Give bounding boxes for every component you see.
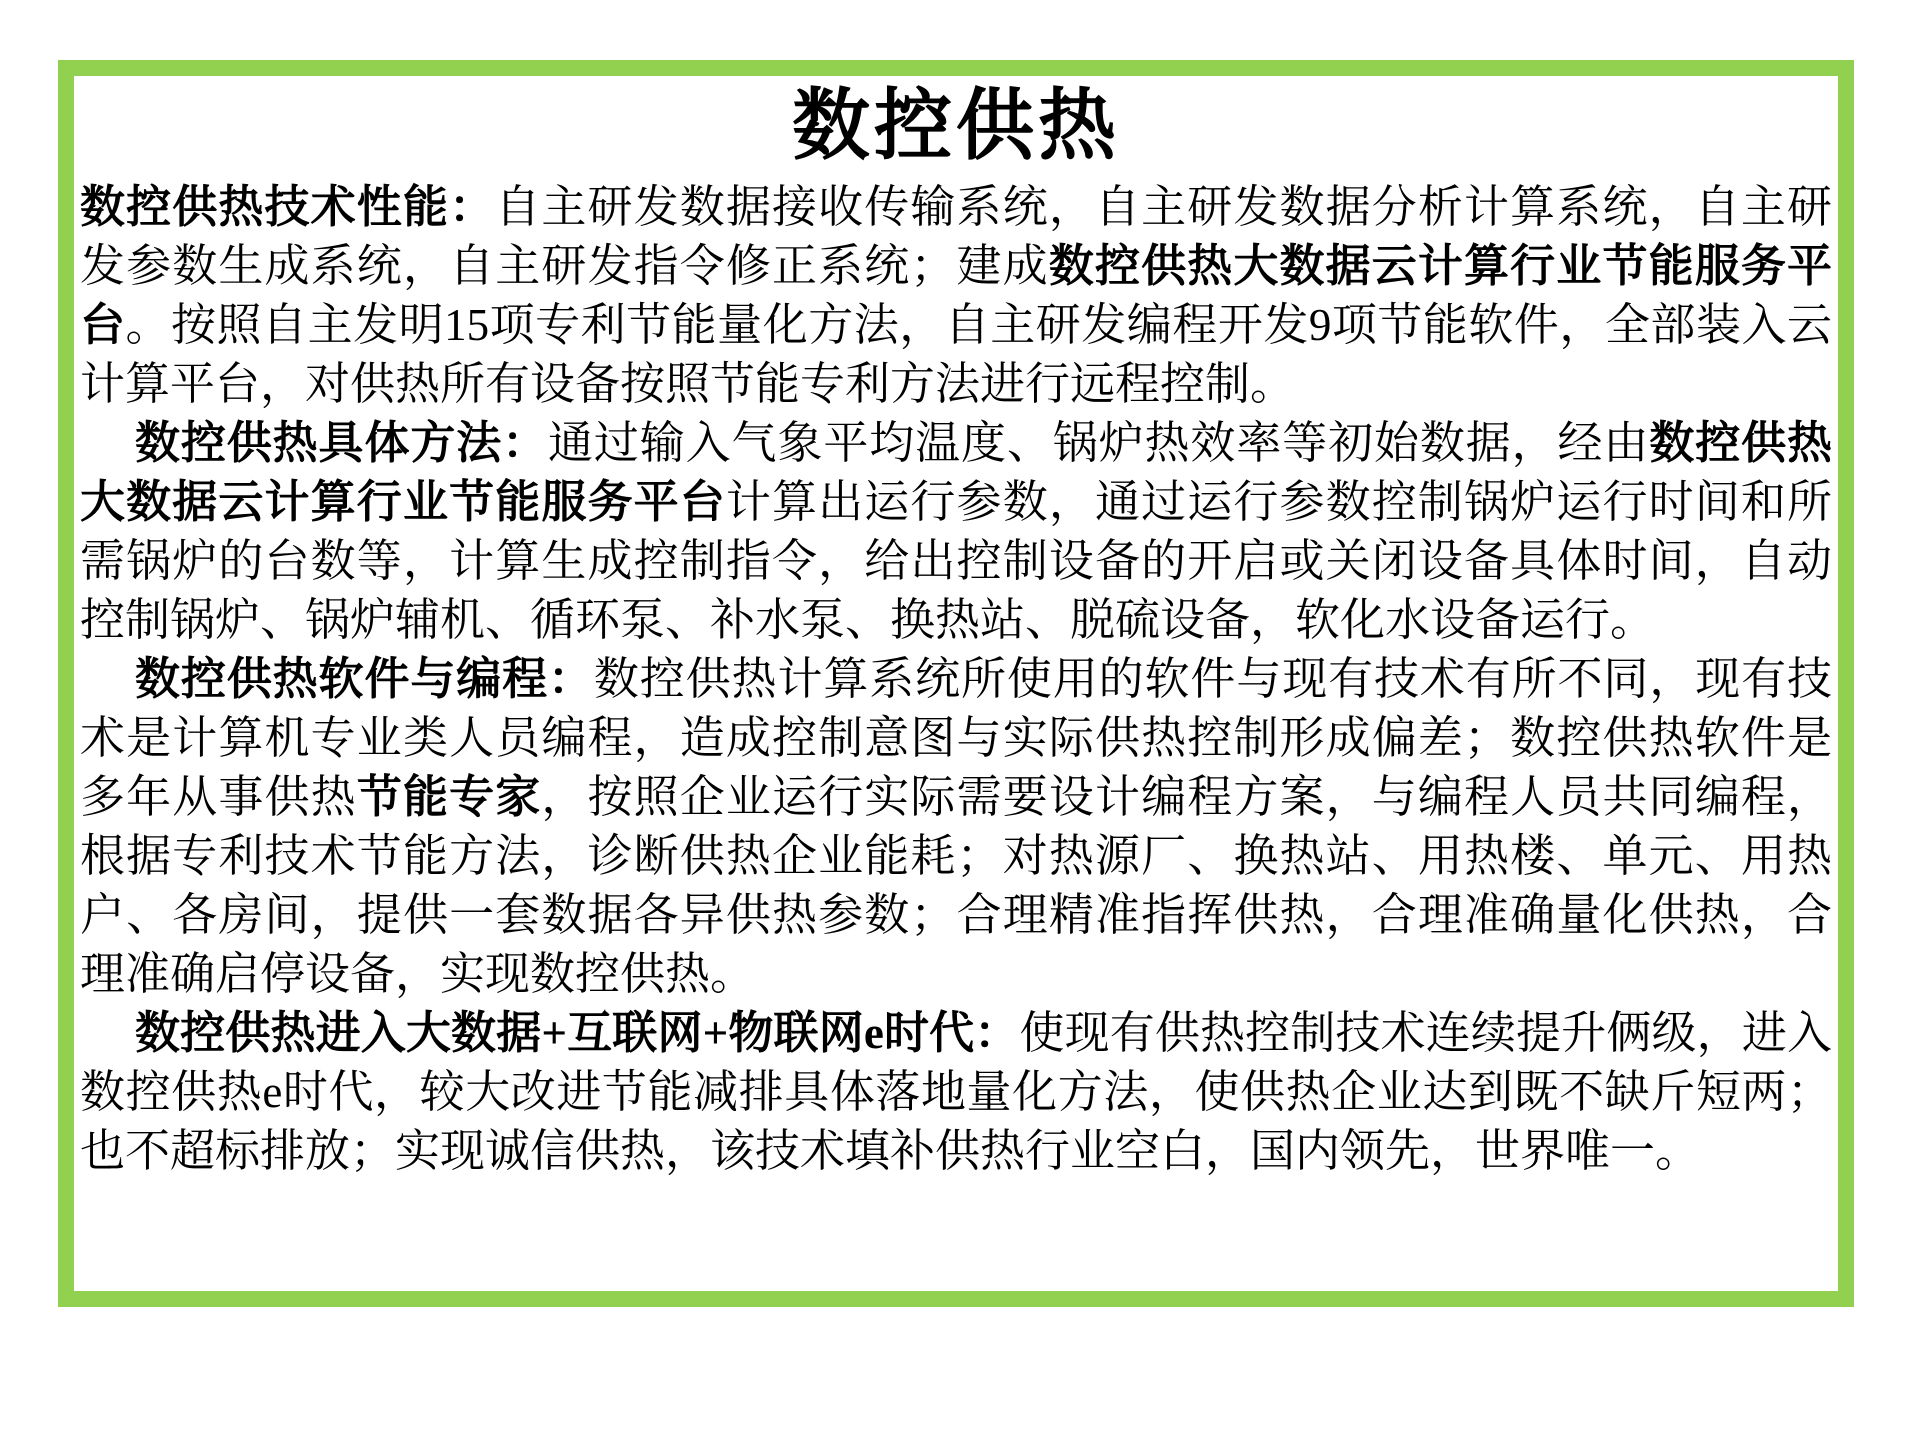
green-border-frame [58,60,1854,1307]
paragraph-tech-performance: 数控供热技术性能：自主研发数据接收传输系统，自主研发数据分析计算系统，自主研发参数生成系统，自主研发指令修正系统；建成数控供热大数据云计算行业节能服务平台。按照自主发明15项专利节能量化方法，自主研发编程开发9项节能软件，全部装入云计算平台，对供热所有设备按照节能专利方法进行远程控制。 [80,182,1832,409]
paragraph-e-era: 数控供热进入大数据+互联网+物联网e时代：使现有供热控制技术连续提升俩级，进入数控供热e时代，较大改进节能减排具体落地量化方法，使供热企业达到既不缺斤短两；也不超标排放；实现诚信供热，该技术填补供热行业空白，国内领先，世界唯一。 [80,1008,1832,1176]
paragraph-software-programming: 数控供热软件与编程：数控供热计算系统所使用的软件与现有技术有所不同，现有技术是计算机专业类人员编程，造成控制意图与实际供热控制形成偏差；数控供热软件是多年从事供热节能专家，按照企业运行实际需要设计编程方案，与编程人员共同编程，根据专利技术节能方法，诊断供热企业能耗；对热源厂、换热站、用热楼、单元、用热户、各房间，提供一套数据各异供热参数；合理精准指挥供热，合理准确量化供热，合理准确启停设备，实现数控供热。 [80,654,1832,999]
page-title: 数控供热 [791,82,1120,169]
document-body [80,178,1832,1181]
paragraph-specific-method: 数控供热具体方法：通过输入气象平均温度、锅炉热效率等初始数据，经由数控供热大数据云计算行业节能服务平台计算出运行参数，通过运行参数控制锅炉运行时间和所需锅炉的台数等，计算生成控制指令，给出控制设备的开启或关闭设备具体时间，自动控制锅炉、锅炉辅机、循环泵、补水泵、换热站、脱硫设备，软化水设备运行。 [80,418,1832,645]
